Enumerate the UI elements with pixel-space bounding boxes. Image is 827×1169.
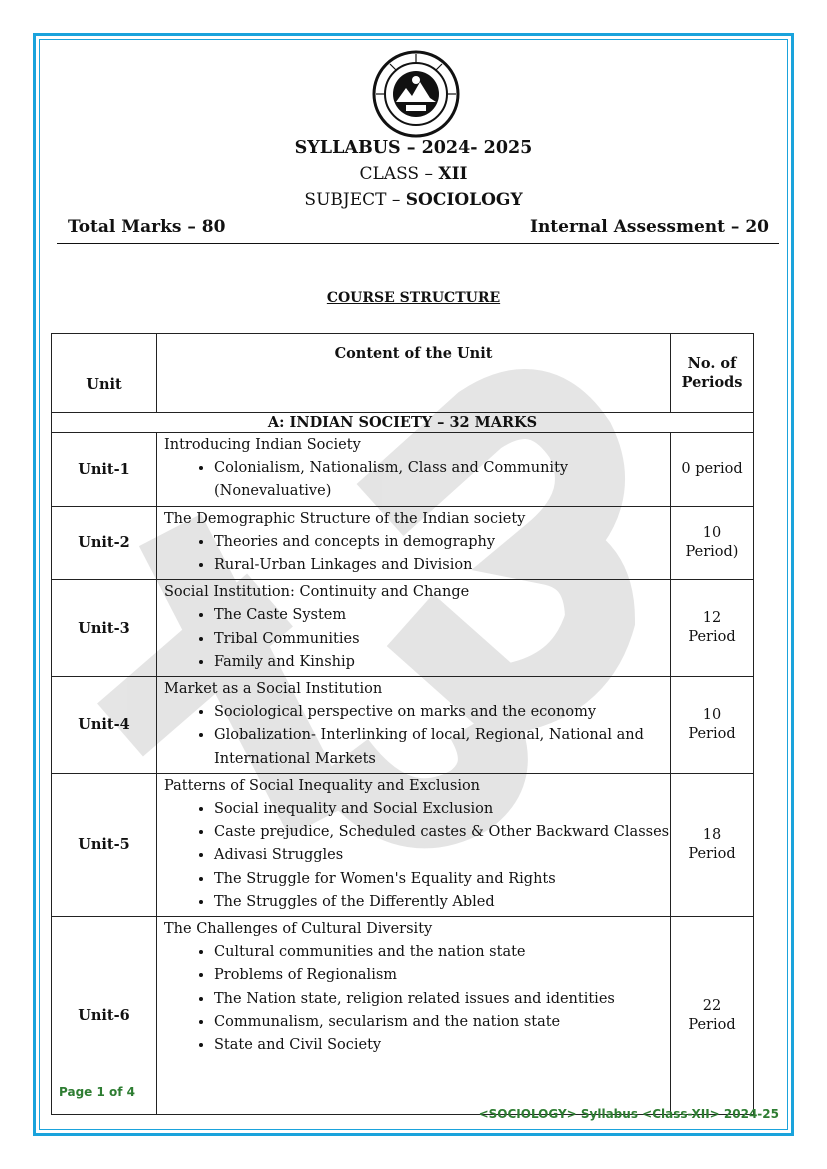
content-cell bbox=[157, 917, 671, 1115]
unit-cell: Unit-6 bbox=[52, 917, 157, 1115]
table-row bbox=[52, 433, 754, 507]
content-cell bbox=[157, 677, 671, 774]
subject-prefix: SUBJECT – bbox=[304, 190, 406, 210]
periods-cell: 12 Period bbox=[671, 580, 754, 677]
content-cell bbox=[157, 580, 671, 677]
content-cell bbox=[157, 433, 671, 507]
unit-cell: Unit-4 bbox=[52, 677, 157, 774]
header-periods: No. of Periods bbox=[671, 334, 754, 413]
list-item: • The Struggle for Women's Equality and Rights bbox=[214, 868, 670, 891]
header-content: Content of the Unit bbox=[157, 334, 671, 413]
board-logo bbox=[372, 50, 460, 138]
list-item: • Cultural communities and the nation state bbox=[214, 941, 670, 964]
list-item: • Adivasi Struggles bbox=[214, 844, 670, 867]
content-cell bbox=[157, 506, 671, 580]
list-item: • Colonialism, Nationalism, Class and Community (Nonevaluative) bbox=[214, 457, 670, 503]
unit-cell: Unit-1 bbox=[52, 433, 157, 507]
unit-title: Introducing Indian Society bbox=[164, 437, 361, 453]
unit-title: Social Institution: Continuity and Change bbox=[164, 584, 470, 601]
unit-cell: Unit-2 bbox=[52, 506, 157, 580]
list-item: • Sociological perspective on marks and the economy bbox=[214, 701, 670, 724]
list-item: • The Nation state, religion related issues and identities bbox=[214, 988, 670, 1011]
periods-cell: 22 Period bbox=[671, 917, 754, 1115]
periods-cell: 18 Period bbox=[671, 773, 754, 916]
class-line bbox=[0, 164, 827, 184]
list-item: • Theories and concepts in demography bbox=[214, 531, 670, 554]
list-item: • Communalism, secularism and the nation state bbox=[214, 1011, 670, 1034]
content-cell bbox=[157, 773, 671, 916]
unit-title: The Challenges of Cultural Diversity bbox=[164, 921, 433, 938]
periods-cell: 10 Period bbox=[671, 677, 754, 774]
total-marks: Total Marks – 80 bbox=[68, 217, 226, 237]
class-value: XII bbox=[438, 164, 468, 184]
table-row bbox=[52, 580, 754, 677]
list-item: • Globalization- Interlinking of local, Regional, National and International Markets bbox=[214, 724, 670, 770]
table-row bbox=[52, 917, 754, 1115]
section-row bbox=[52, 413, 754, 433]
table-header-row bbox=[52, 334, 754, 413]
subject-value: SOCIOLOGY bbox=[405, 190, 523, 210]
list-item: • The Struggles of the Differently Abled bbox=[214, 891, 670, 914]
table-row bbox=[52, 677, 754, 774]
page-number: Page 1 of 4 bbox=[59, 1085, 135, 1099]
list-item: • The Caste System bbox=[214, 604, 670, 627]
subject-line bbox=[0, 190, 827, 210]
list-item: • Social inequality and Social Exclusion bbox=[214, 798, 670, 821]
unit-title: Market as a Social Institution bbox=[164, 681, 383, 698]
course-structure-table bbox=[51, 333, 754, 1115]
syllabus-title: SYLLABUS – 2024- 2025 bbox=[294, 138, 533, 158]
header-unit: Unit bbox=[52, 334, 157, 413]
section-a-title: A: INDIAN SOCIETY – 32 MARKS bbox=[52, 413, 754, 433]
footer-title: <SOCIOLOGY> Syllabus <Class-XII> 2024-25 bbox=[478, 1107, 779, 1121]
course-structure-title: COURSE STRUCTURE bbox=[326, 290, 501, 306]
internal-assessment: Internal Assessment – 20 bbox=[530, 217, 769, 237]
marks-row bbox=[57, 215, 779, 244]
list-item: • Family and Kinship bbox=[214, 651, 670, 674]
unit-cell: Unit-3 bbox=[52, 580, 157, 677]
list-item: • Caste prejudice, Scheduled castes & Other Backward Classes bbox=[214, 821, 670, 844]
list-item: • Rural-Urban Linkages and Division bbox=[214, 554, 670, 577]
table-row bbox=[52, 506, 754, 580]
class-prefix: CLASS – bbox=[359, 164, 439, 184]
list-item: • State and Civil Society bbox=[214, 1034, 670, 1057]
periods-cell: 0 period bbox=[671, 433, 754, 507]
unit-title: The Demographic Structure of the Indian society bbox=[164, 510, 526, 527]
list-item: • Tribal Communities bbox=[214, 628, 670, 651]
table-row bbox=[52, 773, 754, 916]
unit-cell: Unit-5 bbox=[52, 773, 157, 916]
periods-cell: 10 Period) bbox=[671, 506, 754, 580]
list-item: • Problems of Regionalism bbox=[214, 964, 670, 987]
unit-title: Patterns of Social Inequality and Exclusion bbox=[164, 777, 481, 794]
